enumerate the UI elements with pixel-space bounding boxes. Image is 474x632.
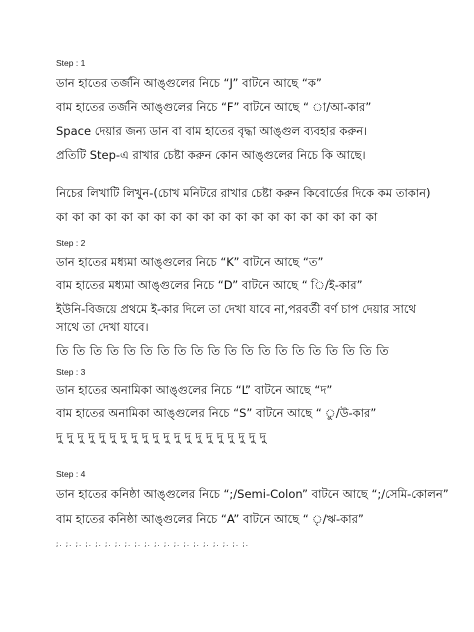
step-3-line-1: ডান হাতের অনামিকা আঙ্গুলের নিচে “L” বাটনে আছে “দ” bbox=[56, 383, 333, 397]
step-1-line-3: Space দেয়ার জন্য ডান বা বাম হাতের বৃদ্ধা আঙ্গুল ব্যবহার করুন। bbox=[56, 124, 368, 138]
step-4-line-2: বাম হাতের কনিষ্ঠা আঙ্গুলের নিচে “A” বাটনে আছে “ ৃ/ঋ-কার” bbox=[56, 512, 364, 526]
drill-du: দু দু দু দু দু দু দু দু দু দু দু দু দু দু দু দু দু দু দু দু bbox=[56, 430, 267, 444]
step-4-line-1: ডান হাতের কনিষ্ঠা আঙ্গুলের নিচে “;/Semi-Colon” বাটনে আছে “;/সেমি-কোলন” bbox=[56, 487, 449, 501]
drill-semicolon: ;. ;. ;. ;. ;. ;. ;. ;. ;. ;. ;. ;. ;. ;. ;. ;. ;. ;. ;. ;. bbox=[56, 540, 249, 548]
step-2-line-4: সাথে তা দেখা যাবে। bbox=[56, 320, 149, 334]
drill-ti: তি তি তি তি তি তি তি তি তি তি তি তি তি তি তি তি তি তি তি তি bbox=[56, 344, 389, 358]
step-1-line-2: বাম হাতের তর্জনি আঙ্গুলের নিচে “F” বাটনে আছে “ া/আ-কার” bbox=[56, 100, 372, 114]
step-2-line-2: বাম হাতের মধ্যমা আঙ্গুলের নিচে “D” বাটনে আছে “ ি/ই-কার” bbox=[56, 278, 363, 292]
step-3-line-2: বাম হাতের অনামিকা আঙ্গুলের নিচে “S” বাটনে আছে “ ু/উ-কার” bbox=[56, 406, 377, 420]
step-1-line-4: প্রতিটি Step-এ রাখার চেষ্টা করুন কোন আঙ্গুলের নিচে কি আছে। bbox=[56, 148, 366, 162]
step-1-heading: Step : 1 bbox=[56, 58, 86, 68]
instruction-text: নিচের লিখাটি লিখুন-(চোখ মনিটরে রাখার চেষ্টা করুন কিবোর্ডের দিকে কম তাকান) bbox=[56, 186, 431, 200]
step-1-line-1: ডান হাতের তর্জনি আঙ্গুলের নিচে “J” বাটনে আছে “ক” bbox=[56, 76, 322, 90]
step-2-heading: Step : 2 bbox=[56, 238, 86, 248]
step-2-line-3: ইউনি-বিজয়ে প্রথমে ই-কার দিলে তা দেখা যাবে না,পরবর্তী বর্ণ চাপ দেয়ার সাথে bbox=[56, 302, 416, 316]
drill-ka: কা কা কা কা কা কা কা কা কা কা কা কা কা কা কা কা কা কা কা কা bbox=[56, 210, 378, 224]
step-3-heading: Step : 3 bbox=[56, 367, 86, 377]
step-4-heading: Step : 4 bbox=[56, 469, 86, 479]
step-2-line-1: ডান হাতের মধ্যমা আঙ্গুলের নিচে “K” বাটনে আছে “ত” bbox=[56, 255, 324, 269]
